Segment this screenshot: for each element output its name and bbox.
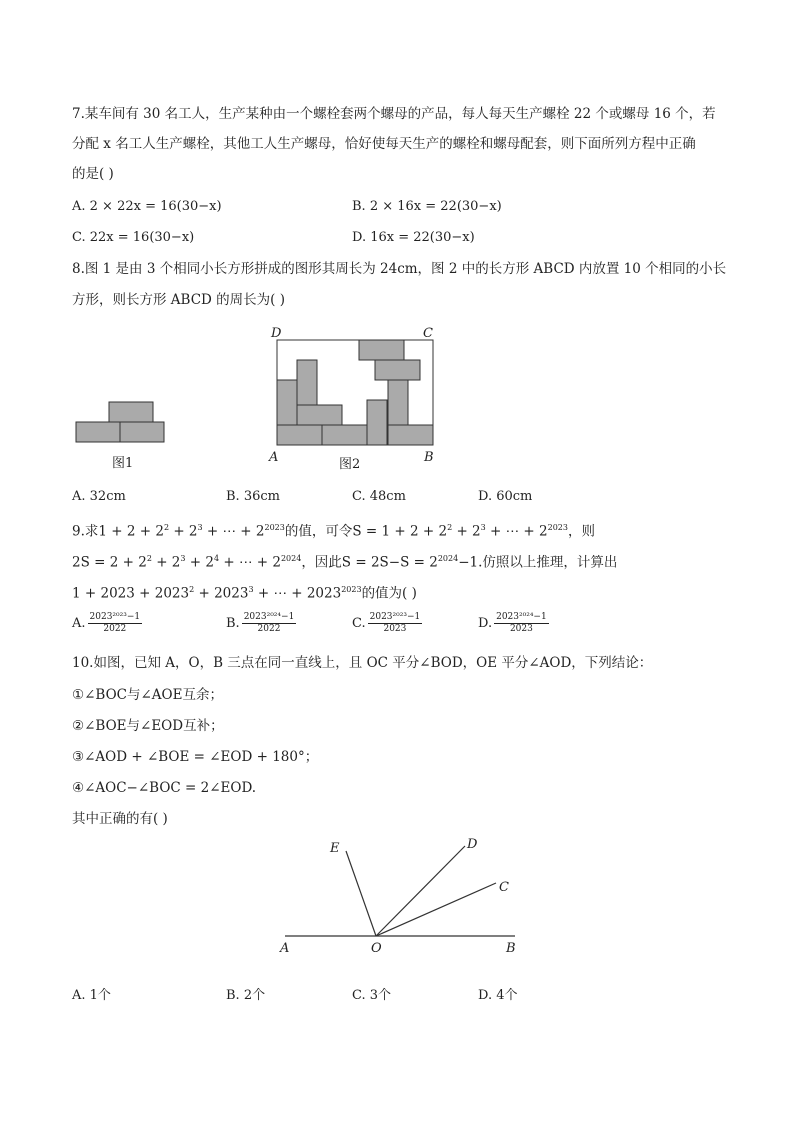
q7-option-b: B. 2 × 16x = 22(30−x): [352, 199, 502, 214]
q10-statement-1: ①∠BOC与∠AOE互余；: [72, 687, 223, 703]
q9-option-a: A. $\frac{\text{2023²⁰²³−1}}{2022}$: [72, 612, 141, 634]
angle-label-o: O: [371, 941, 382, 956]
q10-option-c: C. 3个: [352, 988, 392, 1003]
q10-line-1: 10.如图，已知 A，O，B 三点在同一直线上，且 OC 平分∠BOD，OE 平分∠AOD，下列结论：: [72, 655, 653, 671]
q8-option-d: D. 60cm: [478, 489, 533, 504]
q9-option-b: B. $\frac{\text{2023²⁰²⁴−1}}{2022}$: [226, 612, 295, 634]
q8-option-c: C. 48cm: [352, 489, 406, 504]
fig1-rect-right: [120, 422, 164, 442]
fig1-rect-left: [76, 422, 120, 442]
q7-line-2: 分配 x 名工人生产螺栓，其他工人生产螺母，恰好使每天生产的螺栓和螺母配套，则下面所列方程中正确: [72, 136, 696, 152]
fig1-rect-top: [109, 402, 153, 422]
fig2-label-d: D: [271, 326, 282, 341]
fig2-label-c: C: [423, 326, 433, 341]
fig2-rect-bottom-1: [277, 425, 322, 445]
fig2-label-b: B: [424, 450, 434, 465]
q9-option-c: C. $\frac{\text{2023²⁰²³−1}}{2023}$: [352, 612, 421, 634]
angle-label-d: D: [467, 837, 478, 852]
figure-1: [76, 402, 164, 442]
ray-oe: [346, 851, 376, 936]
q8-option-a: A. 32cm: [72, 489, 126, 504]
q10-statement-3: ③∠AOD + ∠BOE = ∠EOD + 180°；: [72, 749, 319, 765]
q8-option-b: B. 36cm: [226, 489, 280, 504]
fig2-rect-vertical-right: [388, 380, 408, 425]
fig2-caption: 图2: [339, 457, 361, 472]
angle-label-a: A: [280, 941, 290, 956]
fig2-label-a: A: [269, 450, 279, 465]
ray-oc: [376, 883, 496, 936]
q9-line-1: 9.求$1 + 2 + 2^2 + 2^3$ + ⋯ + $2^{2023}$的值，可令$S = 1 + 2 + 2^2 + 2^3$ + ⋯ + $2^{2023}$，则: [72, 523, 595, 540]
q9-line-2: $2S = 2 + 2^2 + 2^3 + 2^4$ + ⋯ + $2^{2024}$，因此$S = 2S-S = 2^{2024}-1$.仿照以上推理，计算出: [72, 554, 618, 571]
figure-angles: [285, 846, 515, 936]
fig2-rect-vertical-left: [277, 380, 297, 425]
ray-od: [376, 846, 465, 936]
fig2-rect-bottom-2: [322, 425, 367, 445]
figure-2: [268, 326, 434, 472]
q9-line-3: $1 + 2023 + 2023^2 + 2023^3$ + ⋯ + $2023^{2023}$的值为( ): [72, 585, 417, 602]
q7-line-3: 的是( ): [72, 166, 114, 182]
q10-option-a: A. 1个: [72, 988, 111, 1003]
fig1-caption: 图1: [112, 456, 134, 471]
fig2-rect-vertical-right-low: [367, 400, 387, 445]
angle-label-c: C: [499, 880, 509, 895]
fig2-rect-top-1: [359, 340, 404, 360]
fig2-rect-horizontal-mid: [297, 405, 342, 425]
q7-option-a: A. 2 × 22x = 16(30−x): [72, 199, 222, 214]
q8-line-1: 8.图 1 是由 3 个相同小长方形拼成的图形其周长为 24cm，图 2 中的长方形 ABCD 内放置 10 个相同的小长: [72, 261, 727, 277]
q10-option-d: D. 4个: [478, 988, 518, 1003]
q7-option-c: C. 22x = 16(30−x): [72, 230, 195, 245]
angle-label-b: B: [506, 941, 516, 956]
q7-line-1: 7.某车间有 30 名工人，生产某种由一个螺栓套两个螺母的产品，每人每天生产螺栓 22 个或螺母 16 个，若: [72, 106, 716, 122]
fig2-rect-vertical-mid: [297, 360, 317, 405]
q10-prompt: 其中正确的有( ): [72, 811, 168, 827]
angle-label-e: E: [330, 841, 340, 856]
q10-statement-2: ②∠BOE与∠EOD互补；: [72, 718, 224, 734]
q10-statement-4: ④∠AOC−∠BOC = 2∠EOD.: [72, 780, 257, 796]
q9-option-d: D. $\frac{\text{2023²⁰²⁴−1}}{2023}$: [478, 612, 547, 634]
q8-line-2: 方形，则长方形 ABCD 的周长为( ): [72, 292, 285, 308]
q10-option-b: B. 2个: [226, 988, 266, 1003]
q7-option-d: D. 16x = 22(30−x): [352, 230, 475, 245]
fig2-rect-bottom-3: [388, 425, 433, 445]
fig2-rect-top-2: [375, 360, 420, 380]
